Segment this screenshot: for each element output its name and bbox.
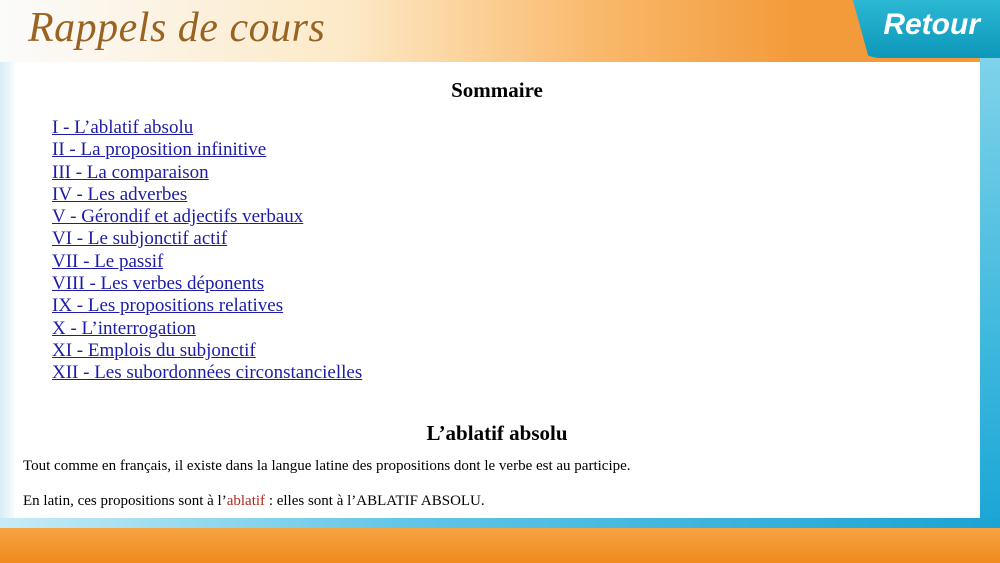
toc-link-1[interactable]: I - L’ablatif absolu: [52, 117, 194, 138]
toc-item: [52, 251, 362, 273]
header-band: [0, 0, 1000, 62]
toc-link-3[interactable]: III - La comparaison: [52, 161, 209, 183]
toc-item: [52, 340, 362, 362]
toc-item: [52, 162, 362, 184]
toc-item: [52, 295, 362, 317]
toc-item: [52, 206, 362, 228]
toc-link-11[interactable]: XI - Emplois du subjonctif: [52, 339, 256, 361]
paragraph-2-start: En latin, ces propositions sont à l’: [23, 493, 227, 509]
frame-right: [980, 58, 1000, 528]
toc-link-5[interactable]: V - Gérondif et adjectifs verbaux: [52, 206, 304, 228]
toc-link-12[interactable]: XII - Les subordonnées circonstancielles: [52, 362, 363, 384]
toc-item: [52, 117, 362, 139]
section-title: L’ablatif absolu: [426, 421, 568, 445]
toc-link-6[interactable]: VI - Le subjonctif actif: [52, 228, 228, 250]
paragraph-2: [23, 493, 485, 510]
toc-item: [52, 273, 362, 295]
toc-item: [52, 184, 362, 206]
toc-link-9[interactable]: IX - Les propositions relatives: [52, 295, 284, 317]
back-button[interactable]: Retour: [883, 8, 980, 41]
toc-link-8[interactable]: VIII - Les verbes déponents: [52, 273, 265, 295]
toc-item: [52, 228, 362, 250]
frame-left: [0, 62, 14, 527]
toc-item: [52, 362, 362, 384]
toc-link-4[interactable]: IV - Les adverbes: [52, 183, 188, 205]
toc-link-10[interactable]: X - L’interrogation: [52, 317, 196, 339]
toc-link-2[interactable]: II - La proposition infinitive: [52, 139, 267, 161]
footer-band: [0, 528, 1000, 563]
toc-link-7[interactable]: VII - Le passif: [52, 250, 164, 272]
table-of-contents: [52, 117, 362, 385]
toc-item: [52, 318, 362, 340]
paragraph-2-end: : elles sont à l’ABLATIF ABSOLU.: [265, 493, 485, 509]
content-panel: [14, 68, 980, 518]
paragraph-1: Tout comme en français, il existe dans la langue latine des propositions dont le verbe est au participe.: [23, 458, 631, 474]
summary-title: Sommaire: [451, 78, 543, 102]
highlight-word: ablatif: [226, 493, 266, 509]
toc-item: [52, 139, 362, 161]
page-title: Rappels de cours: [28, 5, 326, 51]
